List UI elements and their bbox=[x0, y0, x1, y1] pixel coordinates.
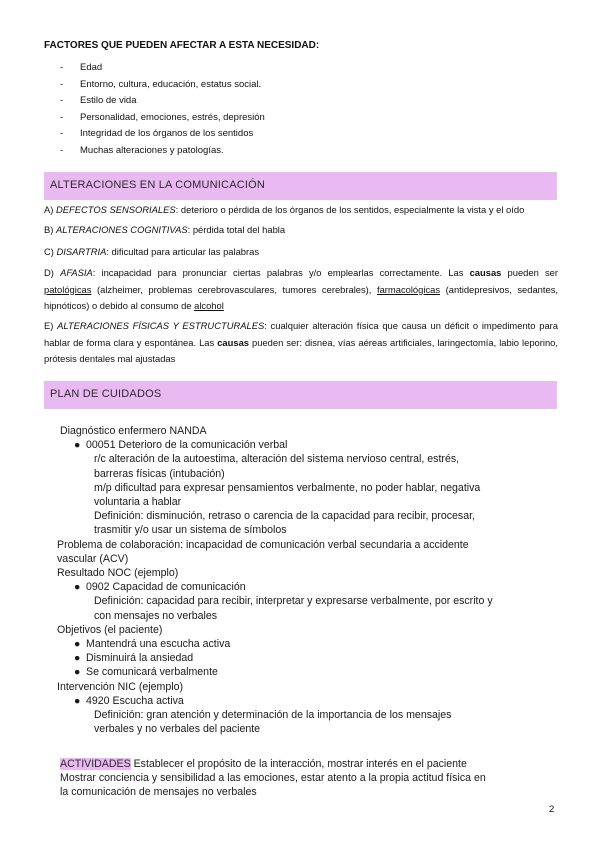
activities-label: ACTIVIDADES bbox=[60, 758, 131, 770]
dash-marker: - bbox=[60, 78, 64, 90]
alteracion-b: B) ALTERACIONES COGNITIVAS: pérdida total del habla bbox=[44, 224, 286, 235]
noc-title: Resultado NOC (ejemplo) bbox=[57, 567, 179, 580]
list-item: ● Mantendrá una escucha activa bbox=[74, 638, 231, 651]
section-heading-alteraciones bbox=[44, 172, 557, 200]
activities-line: Mostrar conciencia y sensibilidad a las emociones, estar atento a la propia actitud física en bbox=[60, 772, 486, 785]
list-item: ● 00051 Deterioro de la comunicación verbal bbox=[74, 439, 288, 452]
activities-line: ACTIVIDADES Establecer el propósito de la interacción, mostrar interés en el paciente bbox=[60, 758, 467, 770]
dash-marker: - bbox=[60, 62, 64, 73]
list-item: - Edad bbox=[60, 60, 265, 77]
collaboration-problem: Problema de colaboración: incapacidad de comunicación verbal secundaria a accidente bbox=[57, 538, 469, 551]
alteracion-d: D) AFASIA: incapacidad para pronunciar ciertas palabras y/o emplearlas correctamente. Las causas pueden ser patológicas (alzheimer, problemas cerebrovasculares, tumores cerebrales), farmacológicas (antidepresivos, sedantes, hipnóticos) o debido al consumo de alcohol bbox=[44, 267, 558, 311]
page-number: 2 bbox=[549, 804, 555, 815]
dash-marker: - bbox=[60, 95, 64, 106]
alteracion-e: E) ALTERACIONES FÍSICAS Y ESTRUCTURALES: cualquier alteración física que causa un déficit o impedimento para hablar de forma clara y espontánea. Las causas pueden ser: disnea, vías aéreas artificiales, laringectomía, labio leporino, prótesis dentales mal ajustadas bbox=[44, 320, 558, 364]
nic-title: Intervención NIC (ejemplo) bbox=[57, 680, 183, 693]
section-heading-text: ALTERACIONES EN LA COMUNICACIÓN bbox=[50, 179, 266, 191]
list-item: - Entorno, cultura, educación, estatus social. bbox=[60, 77, 265, 94]
dash-marker: - bbox=[60, 111, 64, 123]
bullet-icon: ● bbox=[74, 581, 81, 594]
list-item: - Integridad de los órganos de los sentidos bbox=[60, 126, 265, 143]
bullet-icon: ● bbox=[74, 652, 81, 665]
bullet-icon: ● bbox=[74, 439, 81, 452]
list-item: ● Se comunicará verbalmente bbox=[74, 666, 218, 679]
objectives-title: Objetivos (el paciente) bbox=[57, 623, 163, 636]
activities bbox=[60, 757, 540, 800]
factors-list bbox=[60, 60, 265, 159]
care-plan: Diagnóstico enfermero NANDA ● 00051 Deterioro de la comunicación verbal r/c alteración de la autoestima, alteración del sistema nervioso central, estrés, barreras físicas (intubación) m/p dificultad para expresar pensamientos verbalmente, no poder hablar, negativa voluntaria a hablar Definición: disminución, retraso o carencia de la capacidad para recibir, procesar, trasmitir y/o usar un sistema de símbolos Problema de colaboración: incapacidad de comunicación verbal secundaria a accidente vascular (ACV) Resultado NOC (ejemplo) ● 0902 Capacidad de comunicación Definición: capacidad para recibir, interpretar y expresarse verbalmente, por escrito y con mensajes no verbales Objetivos (el paciente) ● Mantendrá una escucha activa ● Disminuirá la ansiedad ● Se comunicará verbalmente Intervención NIC (ejemplo) ● 4920 Escucha activa Definición: gran atención y determinación de la importancia de los mensajes verbales y no verbales del paciente bbox=[60, 424, 530, 736]
list-item: ● Disminuirá la ansiedad bbox=[74, 652, 194, 665]
bullet-icon: ● bbox=[74, 694, 81, 707]
list-item: - Estilo de vida bbox=[60, 93, 265, 110]
bullet-icon: ● bbox=[74, 666, 81, 679]
bullet-icon: ● bbox=[74, 638, 81, 651]
dash-marker: - bbox=[60, 128, 64, 139]
section-heading-plan bbox=[44, 381, 557, 409]
diagnosis-title: Diagnóstico enfermero NANDA bbox=[60, 425, 207, 437]
list-item: ● 0902 Capacidad de comunicación bbox=[74, 581, 246, 594]
list-item: - Personalidad, emociones, estrés, depresión bbox=[60, 110, 265, 127]
section-heading-text: PLAN DE CUIDADOS bbox=[50, 388, 162, 400]
alteracion-a: A) DEFECTOS SENSORIALES: deterioro o pérdida de los órganos de los sentidos, especialmente la vista y el oído bbox=[44, 204, 525, 215]
list-item: - Muchas alteraciones y patologías. bbox=[60, 143, 265, 160]
alteracion-c: C) DISARTRIA: dificultad para articular las palabras bbox=[44, 246, 260, 257]
dash-marker: - bbox=[60, 144, 64, 156]
list-item: ● 4920 Escucha activa bbox=[74, 694, 184, 707]
activities-line: la comunicación de mensajes no verbales bbox=[60, 786, 257, 799]
factors-title: FACTORES QUE PUEDEN AFECTAR A ESTA NECESIDAD: bbox=[44, 40, 320, 51]
